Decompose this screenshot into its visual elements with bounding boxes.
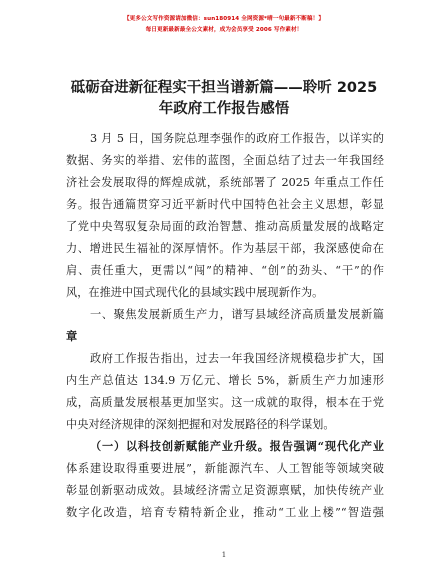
paragraph-2-line: 政府工作报告指出，过去一年我国经济规模稳步扩大，国	[90, 352, 384, 365]
paragraph-3-line: 数字化改造，培育专精特新企业，推动“工业上楼”“智造强	[66, 506, 384, 519]
section-heading-1-line: 一、聚焦发展新质生产力，谱写县域经济高质量发展新篇	[90, 308, 384, 321]
page-number: 1	[221, 551, 227, 559]
paragraph-1-line: 务。报告通篇贯穿习近平新时代中国特色社会主义思想，彰显	[66, 198, 384, 211]
document-title-line-2: 年政府工作报告感悟	[158, 101, 290, 117]
paragraph-1-line: 济社会发展取得的辉煌成就，系统部署了 2025 年重点工作任	[66, 176, 384, 189]
section-heading-1-line: 章	[66, 330, 78, 343]
promo-banner-line-2: 每日更新最新最全公文素材，成为会员享受 2006 写作素材！	[145, 27, 303, 33]
paragraph-2-line: 中央对经济规律的深刻把握和对发展路径的科学谋划。	[66, 418, 335, 431]
paragraph-1-line: 肩、责任重大，更需以“闯”的精神、“创”的劲头、“干”的作	[66, 264, 384, 277]
paragraph-1-line: 力、增进民生福祉的深厚情怀。作为基层干部，我深感使命在	[66, 242, 384, 255]
paragraph-2-line: 成，高质量发展根基更加坚实。这一成就的取得，根本在于党	[66, 396, 384, 409]
paragraph-1-line: 数据、务实的举措、宏伟的蓝图，全面总结了过去一年我国经	[66, 154, 384, 167]
paragraph-3-line: 体系建设取得重要进展”，新能源汽车、人工智能等领域突破	[66, 462, 384, 475]
paragraph-1-line: 了党中央驾驭复杂局面的政治智慧、推动高质量发展的战略定	[66, 220, 384, 233]
paragraph-2-line: 内生产总值达 134.9 万亿元、增长 5%，新质生产力加速形	[66, 374, 384, 387]
paragraph-3-line: 彰显创新驱动成效。县域经济需立足资源禀赋，加快传统产业	[66, 484, 384, 497]
paragraph-1-line: 风，在推进中国式现代化的县域实践中展现新作为。	[66, 286, 324, 299]
subsection-lead: （一）以科技创新赋能产业升级。报告强调“现代化产业	[90, 439, 384, 453]
paragraph-1-line: 3 月 5 日，国务院总理李强作的政府工作报告，以详实的	[90, 132, 384, 145]
promo-banner-line-1: 【更多公文写作资源请加微信：sun180914 全网资源*晴一句最新不断稿！】	[123, 16, 325, 22]
document-title-line-1: 砥砺奋进新征程实干担当谱新篇——聆听 2025	[70, 80, 378, 96]
